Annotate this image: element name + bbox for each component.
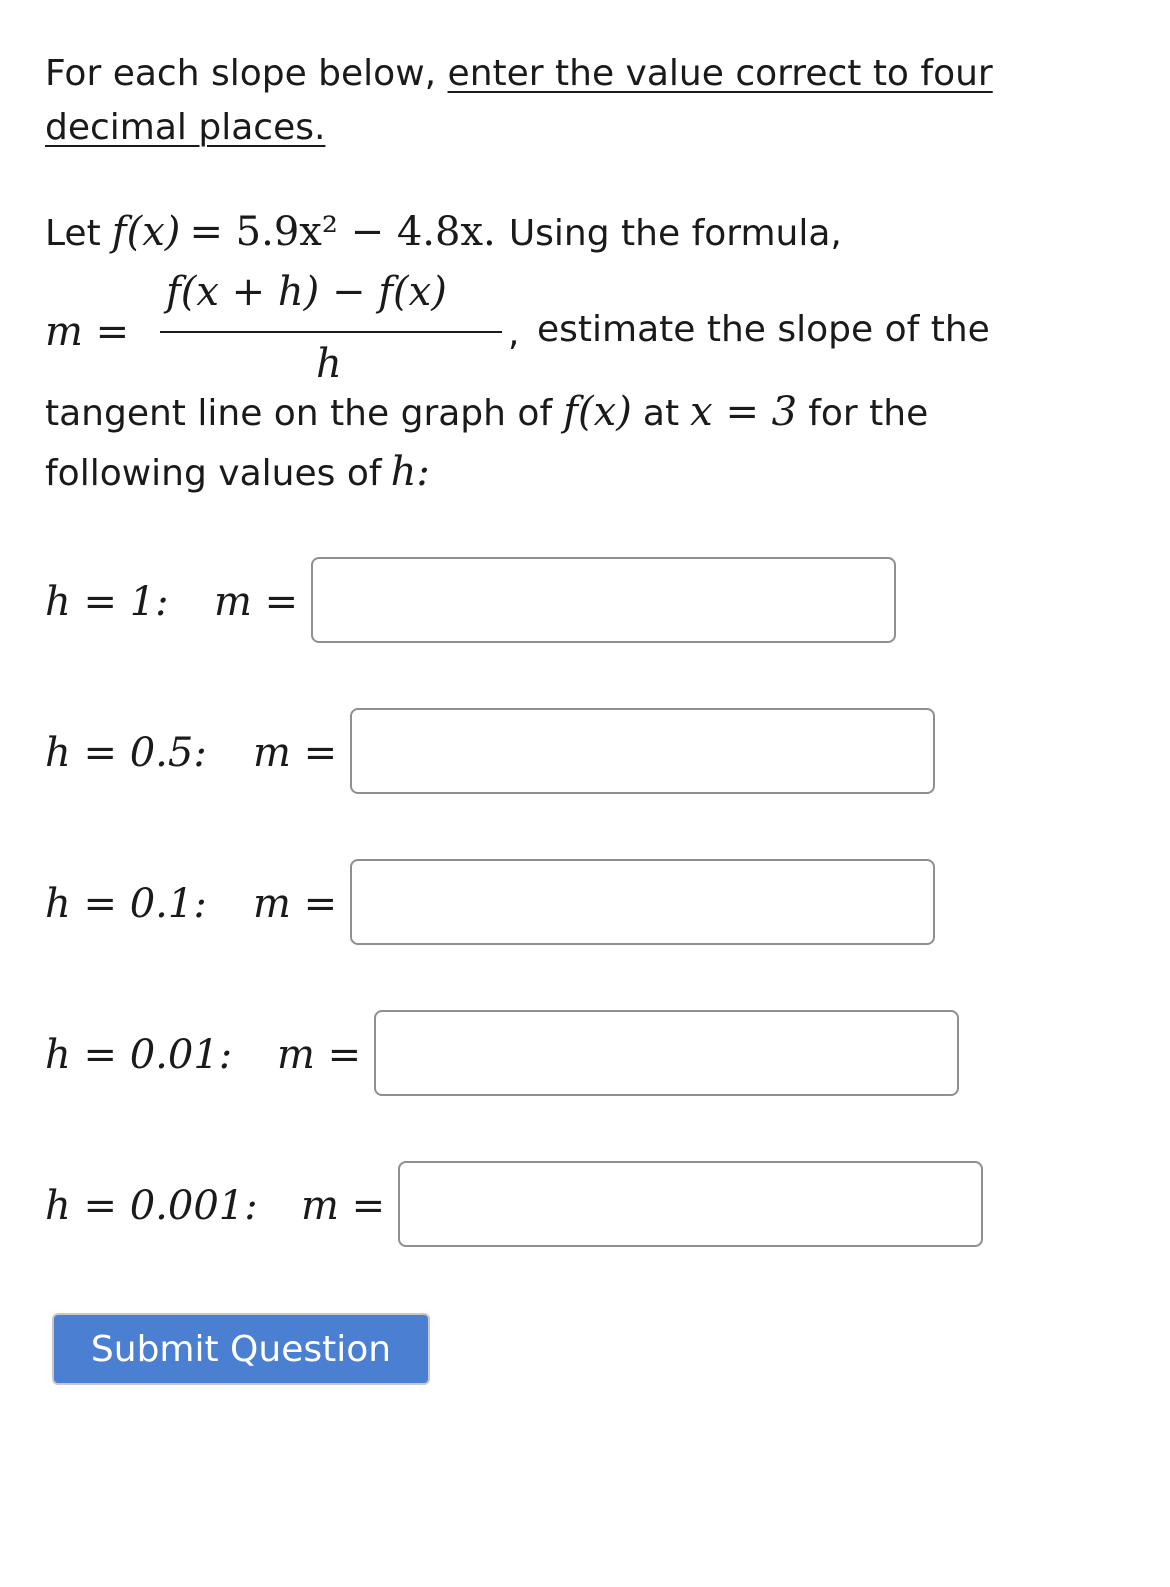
function-name: f(x) — [111, 209, 181, 255]
instructions-line2 — [45, 107, 326, 148]
submit-question-button[interactable]: Submit Question — [52, 1313, 430, 1385]
formula-fraction-bar — [160, 331, 502, 333]
instructions-emphasis-2: decimal places. — [45, 107, 326, 148]
slope-input-h-0-001[interactable] — [398, 1161, 983, 1247]
problem-line1 — [45, 209, 842, 262]
following-text: following values of — [45, 453, 382, 494]
estimate-text: estimate the slope of the — [537, 309, 990, 350]
instructions-emphasis-1: enter the value correct to four — [447, 53, 993, 94]
let-word: Let — [45, 213, 101, 254]
formula-denominator: h — [316, 341, 342, 387]
function-definition: = 5.9x² − 4.8x. — [189, 209, 496, 255]
h-label-4: h = 0.01: — [45, 1032, 233, 1078]
h-variable: h: — [390, 449, 430, 495]
problem-line4 — [45, 449, 430, 495]
formula-comma: , — [508, 313, 520, 354]
function-ref: f(x) — [563, 389, 632, 435]
instructions-line1 — [45, 53, 993, 94]
problem-line3 — [45, 389, 929, 435]
m-label-3: m = — [253, 881, 338, 927]
for-the-text: for the — [808, 393, 929, 434]
slope-input-h-1[interactable] — [311, 557, 896, 643]
slope-input-h-0-01[interactable] — [374, 1010, 959, 1096]
h-label-3: h = 0.1: — [45, 881, 207, 927]
h-label-2: h = 0.5: — [45, 730, 207, 776]
m-label-5: m = — [301, 1183, 386, 1229]
using-formula-text: Using the formula, — [508, 213, 842, 254]
slope-input-h-0-5[interactable] — [350, 708, 935, 794]
m-label-2: m = — [253, 730, 338, 776]
instructions-prefix: For each slope below, — [45, 53, 448, 94]
x-value: x = 3 — [690, 389, 798, 435]
formula-numerator: f(x + h) − f(x) — [166, 269, 447, 315]
at-word: at — [642, 393, 680, 434]
m-label-1: m = — [214, 579, 299, 625]
h-label-5: h = 0.001: — [45, 1183, 258, 1229]
slope-input-h-0-1[interactable] — [350, 859, 935, 945]
m-label-4: m = — [277, 1032, 362, 1078]
formula-m-equals: m = — [45, 309, 130, 355]
h-label-1: h = 1: — [45, 579, 169, 625]
tangent-text: tangent line on the graph of — [45, 393, 553, 434]
